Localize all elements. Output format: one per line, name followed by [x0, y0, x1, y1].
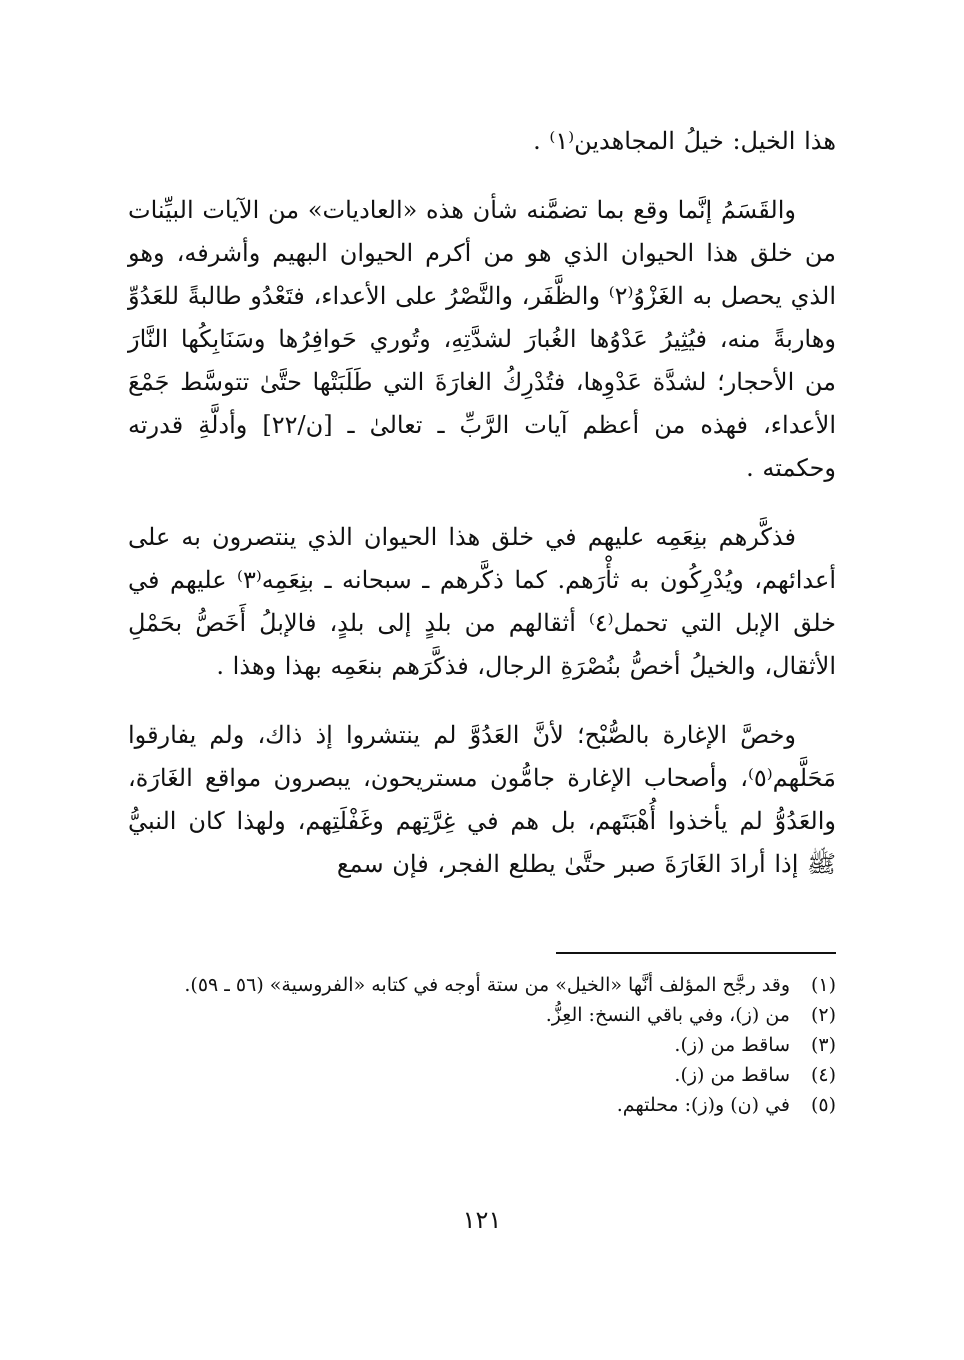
footnote-number: (٢)	[810, 1004, 836, 1026]
footnote-text: من (ز)، وفي باقي النسخ: العِزُّ.	[545, 1004, 790, 1026]
main-text	[128, 120, 836, 912]
footnote-number: (١)	[810, 974, 836, 996]
footnote-text: في (ن) و(ز): محلتهم.	[616, 1094, 790, 1116]
footnote-item	[128, 970, 836, 1000]
footnote-text: ساقط من (ز).	[674, 1034, 790, 1056]
footnote-number: (٣)	[810, 1034, 836, 1056]
paragraph-intro: هذا الخيل: خيلُ المجاهدين⁽١⁾ .	[533, 127, 836, 155]
page-number: ١٢١	[462, 1206, 502, 1234]
paragraph-morning-raid: وخصَّ الإغارة بالصُّبْح؛ لأنَّ العَدُوَّ لم ينتشروا إذ ذاك، ولم يفارقوا مَحَلَّهم⁽٥⁾، وأصحاب الإغارة جامُّون مستريحون، يبصرون مواقع الغَارَة، والعَدُوُّ لم يأخذوا أُهْبَتَهم، بل هم في غِرَّتِهم وغَفْلَتِهم، ولهذا كان النبيُّ ﷺ إذا أرادَ الغَارَةَ صبر حتَّىٰ يطلع الفجر، فإن سمع	[128, 721, 836, 878]
footnote-item	[128, 1000, 836, 1030]
footnote-item	[128, 1030, 836, 1060]
footnote-text: وقد رجَّح المؤلف أنَّها «الخيل» من ستة أوجه في كتابه «الفروسية» (٥٦ ـ ٥٩).	[184, 974, 790, 996]
footnote-number: (٤)	[810, 1064, 836, 1086]
paragraph-reminder: فذكَّرهم بنِعَمِه عليهم في خلق هذا الحيوان الذي ينتصرون به على أعدائهم، ويُدْرِكُون به ثأْرَهم. كما ذكَّرهم ـ سبحانه ـ بنِعَمِه⁽٣⁾ عليهم في خلق الإبل التي تحمل⁽٤⁾ أثقالهم من بلدٍ إلى بلدٍ، فالإبلُ أَخَصُّ بحَمْلِ الأثقال، والخيلُ أخصُّ بنُصْرَةِ الرجال، فذكَّرَهم بنعَمِه بهذا وهذا .	[128, 523, 837, 680]
footnote-item	[128, 1060, 836, 1090]
footnotes	[128, 970, 836, 1120]
paragraph-oath: والقَسَمُ إنَّما وقع بما تضمَّنه شأن هذه «العاديات» من الآيات البيِّنات من خلق هذا الحيوان الذي هو من أكرم الحيوان البهيم وأشرفه، وهو الذي يحصل به الغَزْوُ⁽٢⁾ والظَّفَر، والنَّصْرُ على الأعداء، فتَعْدُو طالبةً للعَدُوِّ وهاربةً منه، فيُثِيرُ عَدْوُها الغُبارَ لشدَّتِهِ، وتُوري حَوافِرُها وسَنَابِكُها النَّارَ من الأحجار؛ لشدَّة عَدْوِها، فتُدْرِكُ الغارَةَ التي طَلَبَتْها حتَّىٰ تتوسَّط جَمْعَ الأعداء، فهذه من أعظم آيات الرَّبِّ ـ تعالىٰ ـ [ن/٢٢] وأدلَّةِ قدرته وحكمته .	[128, 196, 837, 482]
footnote-text: ساقط من (ز).	[674, 1064, 790, 1086]
footnote-item	[128, 1090, 836, 1120]
footnote-separator	[556, 952, 836, 954]
footnote-number: (٥)	[810, 1094, 836, 1116]
